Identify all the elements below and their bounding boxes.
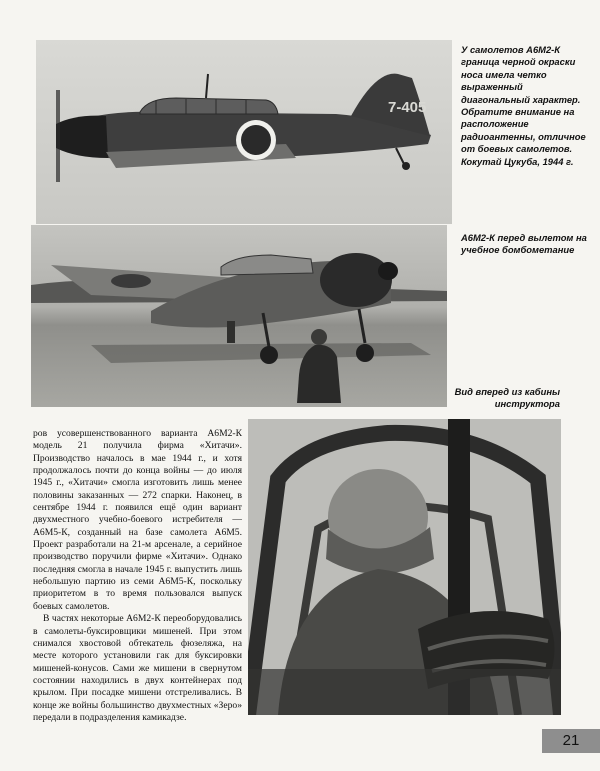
photo-aircraft-before-flight: [31, 225, 447, 407]
aircraft-code: 7-405: [388, 99, 427, 116]
body-text: [33, 428, 242, 724]
body-paragraph: ров усовершенствованного варианта А6М2-К модель 21 получила фирма «Хитачи». Производство началось в мае 1944 г., и хотя продолжалось почти до конца войны — до июля 1945 г., «Хитачи» смогла изготовить лишь менее половины заказанных — 272 спарки. Наконец, в сентябре 1944 г. появился ещё один вариант двухместного учебно-боевого истребителя — А6М5-К, созданный на базе самолета А6М5. Проект разработали на 21-м арсенале, а серийное производство поручили фирме «Хитачи». Однако последняя смогла в начале 1945 г. выпустить лишь небольшую партию из семи А6М5-К, поскольку приоритетом в то время пользовался выпуск боевых самолетов.: [33, 428, 242, 612]
caption-middle: А6М2-К перед вылетом на учебное бомбометание: [461, 232, 587, 256]
page-number: 21: [542, 729, 600, 753]
caption-top: У самолетов А6М2-К граница черной окраски носа имела четко выраженный диагональный характер. Обратите внимание на расположение радиоантенны, отличное от боевых самолетов. Кокутай Цукуба, 1944 г.: [461, 44, 586, 167]
caption-bottom: Вид вперед из кабины инструктора: [454, 386, 560, 410]
photo-aircraft-side-view: [36, 40, 452, 224]
body-paragraph: В частях некоторые А6М2-К переоборудовались в самолеты-буксировщики мишеней. При этом снимался хвостовой обтекатель фюзеляжа, на месте которого установили гак для буксировки мишеней-конусов. Сами же мишени в свернутом состоянии находились в двух контейнерах под крылом. При посадке мишени отстреливались. В конце же войны большинство двухместных «Зеро» передали в подразделения камикадзе.: [33, 613, 242, 723]
photo-instructor-cockpit-view: [248, 419, 561, 715]
